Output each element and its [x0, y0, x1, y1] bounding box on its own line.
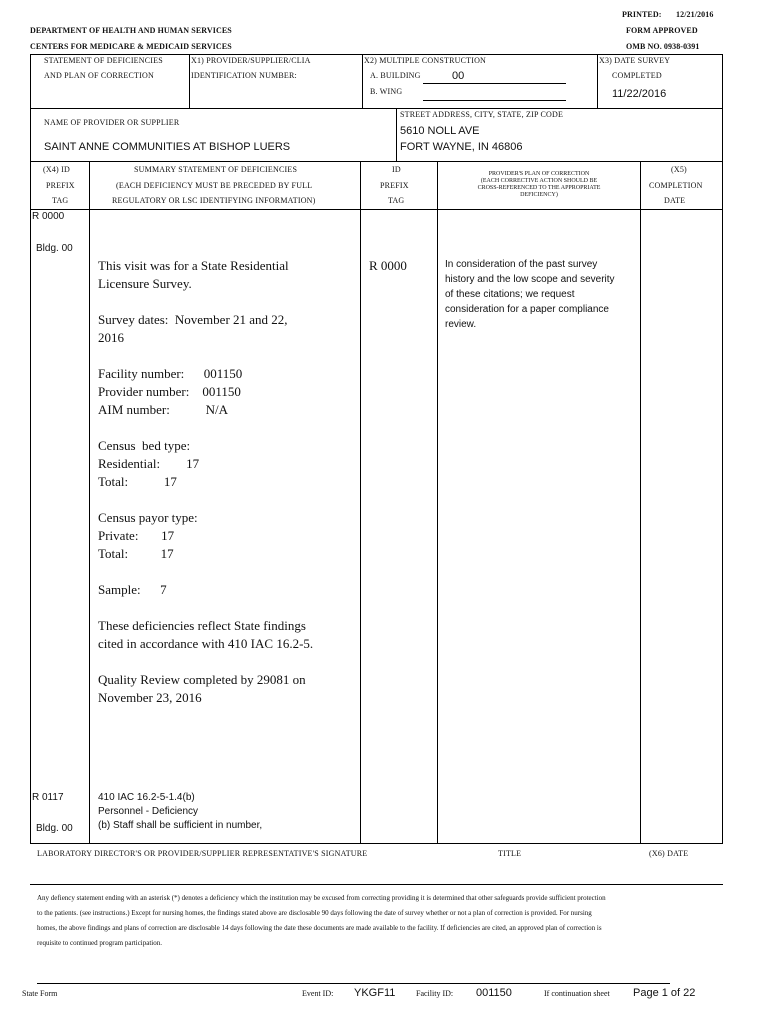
printed-date: 12/21/2016	[676, 10, 714, 19]
r0117-prefix-tag: R 0117	[32, 792, 64, 803]
plan-header-4: DEFICIENCY)	[520, 192, 558, 198]
summary-header-3: REGULATORY OR LSC IDENTIFYING INFORMATION)	[112, 196, 316, 205]
r0117-building: Bldg. 00	[36, 823, 73, 834]
x2-label: X2) MULTIPLE CONSTRUCTION	[364, 56, 487, 65]
r0000-prefix-tag: R 0000	[32, 211, 65, 222]
x5-header-1: (X5)	[671, 165, 687, 174]
wing-label: B. WING	[370, 87, 403, 96]
continuation-label: If continuation sheet	[544, 989, 610, 998]
r0000-building: Bldg. 00	[36, 243, 73, 254]
form-approved: FORM APPROVED	[626, 26, 698, 35]
event-id-value: YKGF11	[354, 987, 396, 999]
date-completed: 11/22/2016	[612, 88, 667, 100]
id-header-1: ID	[392, 165, 401, 174]
r0000-summary-text: This visit was for a State Residential Licensure Survey. Survey dates: November 21 and 22, 2016 Facility number: 001150 Provider number: 001150 AIM number: N/A Census bed type: Residential: 17 Total: 17 Census payor type: Private: 17 Total: 17 Sample: 7 These deficiencies reflect State findings cited in accordance with 410 IAC 16.2-5. Quality Review completed by 29081 on November 23, 2016	[98, 258, 314, 705]
summary-header-1: SUMMARY STATEMENT OF DEFICIENCIES	[134, 165, 298, 174]
id-header-2: PREFIX	[380, 181, 409, 190]
x5-header-2: COMPLETION	[649, 181, 703, 190]
city-state-zip: FORT WAYNE, IN 46806	[400, 141, 523, 153]
state-form-label: State Form	[22, 989, 58, 998]
centers-name: CENTERS FOR MEDICARE & MEDICAID SERVICES	[30, 42, 232, 51]
department-name: DEPARTMENT OF HEALTH AND HUMAN SERVICES	[30, 26, 232, 35]
plan-header-1: PROVIDER'S PLAN OF CORRECTION	[488, 171, 590, 177]
facility-id-label: Facility ID:	[416, 989, 454, 998]
x4-header-2: PREFIX	[46, 181, 75, 190]
facility-id-value: 001150	[476, 987, 512, 999]
statement-label-1: STATEMENT OF DEFICIENCIES	[44, 56, 163, 65]
deficiency-footnote: Any defiency statement ending with an asterisk (*) denotes a deficiency which the institution may be excused from correcting providing it is determined that other safeguards provide sufficient protection to the patients. (see instructions.) Except for nursing homes, the findings stated above are disclosable 90 days following the date of survey whether or not a plan of correction is provided. For nursing homes, the above findings and plans of correction are disclosable 14 days following the date these documents are made available to the facility. If deficiencies are cited, an approved plan of correction is requisite to continued program participation.	[37, 894, 606, 947]
signature-label: LABORATORY DIRECTOR'S OR PROVIDER/SUPPLIER REPRESENTATIVE'S SIGNATURE	[37, 849, 368, 858]
r0117-title: Personnel - Deficiency	[98, 806, 199, 817]
plan-header-3: CROSS-REFERENCED TO THE APPROPRIATE	[477, 185, 601, 191]
provider-name: SAINT ANNE COMMUNITIES AT BISHOP LUERS	[44, 141, 291, 153]
id-header-3: TAG	[388, 196, 405, 205]
statement-label-2: AND PLAN OF CORRECTION	[44, 71, 154, 80]
summary-header-2: (EACH DEFICIENCY MUST BE PRECEDED BY FULL	[116, 181, 313, 190]
x5-header-3: DATE	[664, 196, 686, 205]
page-number: Page 1 of 22	[633, 987, 696, 999]
r0000-id-tag: R 0000	[369, 258, 407, 273]
plan-header	[440, 171, 638, 199]
x3-label-2: COMPLETED	[612, 71, 662, 80]
x4-header-1: (X4) ID	[43, 165, 70, 174]
address-label: STREET ADDRESS, CITY, STATE, ZIP CODE	[400, 110, 564, 119]
x1-label-2: IDENTIFICATION NUMBER:	[191, 71, 297, 80]
omb-number: OMB NO. 0938-0391	[626, 42, 700, 51]
provider-name-label: NAME OF PROVIDER OR SUPPLIER	[44, 118, 180, 127]
x3-label-1: X3) DATE SURVEY	[599, 56, 671, 65]
building-label: A. BUILDING	[370, 71, 421, 80]
printed-label: PRINTED:	[622, 10, 662, 19]
event-id-label: Event ID:	[302, 989, 334, 998]
x4-header-3: TAG	[52, 196, 69, 205]
r0000-plan-text: In consideration of the past survey history and the low scope and severity of these citations; we request consideration for a paper compliance review.	[445, 259, 615, 330]
x1-label-1: X1) PROVIDER/SUPPLIER/CLIA	[191, 56, 311, 65]
building-value: 00	[452, 70, 465, 82]
street-address: 5610 NOLL AVE	[400, 125, 480, 137]
plan-header-2: (EACH CORRECTIVE ACTION SHOULD BE	[480, 178, 598, 184]
r0117-regulation: 410 IAC 16.2-5-1.4(b)	[98, 792, 195, 803]
title-label: TITLE	[498, 849, 522, 858]
x6-date-label: (X6) DATE	[649, 849, 689, 858]
r0117-text: (b) Staff shall be sufficient in number,	[98, 820, 263, 831]
